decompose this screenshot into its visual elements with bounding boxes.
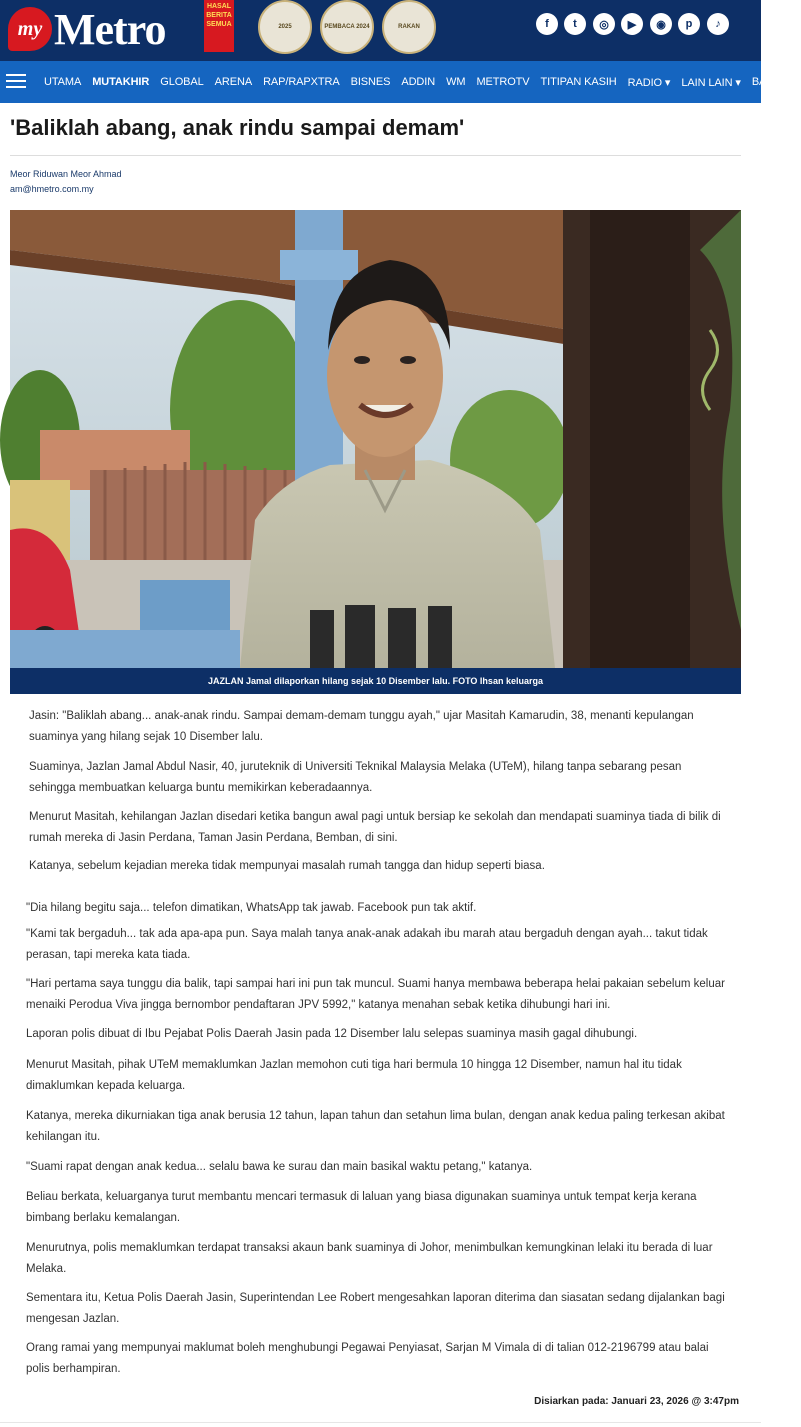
article-paragraph-14: Sementara itu, Ketua Polis Daerah Jasin, Superintendan Lee Robert mengesahkan laporan diterima dan siasatan sedang dijalankan bagi mengesan Jazlan. <box>26 1292 725 1325</box>
article-paragraph-4: Katanya, sebelum kejadian mereka tidak mempunyai masalah rumah tangga dan hidup seperti biasa. <box>29 860 545 872</box>
article-photo <box>10 210 741 668</box>
article-title: 'Baliklah abang, anak rindu sampai demam' <box>10 115 465 140</box>
article-paragraph-10: Katanya, mereka dikurniakan tiga anak berusia 12 tahun, lapan tahun dan setahun lima bulan, dengan anak kedua paling terkesan akibat kehilangan itu. <box>26 1110 725 1143</box>
footer-divider <box>0 1422 761 1423</box>
nav-item-arena[interactable]: ARENA <box>214 76 253 88</box>
nav-item-global[interactable]: GLOBAL <box>160 76 204 88</box>
article-paragraph-7: "Hari pertama saya tunggu dia balik, tapi sampai hari ini pun tak muncul. Suami hanya membawa beberapa helai pakaian sebelum keluar menaiki Perodua Viva jingga bernombor pendaftaran JPV 5992," katanya menahan sebak ketika dihubungi hari ini. <box>26 978 725 1011</box>
site-logo[interactable] <box>8 4 165 54</box>
article-paragraph-13: Menurutnya, polis memaklumkan terdapat transaksi akaun bank suaminya di Johor, menimbulkan kemungkinan lelaki itu berada di luar Melaka. <box>26 1242 713 1275</box>
logo-metro: Metro <box>54 4 166 54</box>
article-paragraph-5: "Dia hilang begitu saja... telefon dimatikan, WhatsApp tak jawab. Facebook pun tak aktif. <box>26 902 477 914</box>
nav-list <box>44 61 801 103</box>
twitter-icon[interactable]: t <box>564 13 586 35</box>
article-paragraph-3: Menurut Masitah, kehilangan Jazlan disedari ketika bangun awal pagi untuk bersiap ke sekolah dan mendapati suaminya tiada di bilik di rumah mereka di Jasin Perdana, Taman Jasin Perdana, Bemban, di sini. <box>29 811 721 844</box>
title-divider <box>10 155 741 156</box>
logo-flag: HASAL BERITA SEMUA <box>204 0 234 52</box>
award-badge-1: 2025 <box>258 0 312 54</box>
nav-item-lain-lain[interactable]: LAIN LAIN ▾ <box>681 76 741 89</box>
article-paragraph-12: Beliau berkata, keluarganya turut membantu mencari termasuk di laluan yang biasa digunakan suaminya untuk tempat kerja kerana bimbang berlaku kemalangan. <box>26 1191 697 1224</box>
tiktok-icon[interactable]: ♪ <box>707 13 729 35</box>
article-paragraph-11: "Suami rapat dengan anak kedua... selalu bawa ke surau dan main basikal waktu petang," katanya. <box>26 1161 533 1173</box>
nav-item-bisnes[interactable]: BISNES <box>350 76 391 88</box>
article-paragraph-2: Suaminya, Jazlan Jamal Abdul Nasir, 40, juruteknik di Universiti Teknikal Malaysia Melaka (UTeM), hilang tanpa sebarang pesan sehingga membuatkan keluarga buntu memikirkan keberadaannya. <box>29 761 682 794</box>
nav-item-metrotv[interactable]: METROTV <box>476 76 530 88</box>
article-paragraph-15: Orang ramai yang mempunyai maklumat boleh menghubungi Pegawai Penyiasat, Sarjan M Vimala di di talian 012-2196799 atau balai polis berhampiran. <box>26 1342 709 1375</box>
instagram-icon[interactable]: ◎ <box>593 13 615 35</box>
article-photo-illustration <box>10 210 741 668</box>
nav-item-rap[interactable]: RAP/RAPXTRA <box>263 76 340 88</box>
nav-item-banjir[interactable]: BANJIR <box>751 76 791 88</box>
menu-icon[interactable] <box>6 74 26 88</box>
article-author[interactable]: Meor Riduwan Meor Ahmad <box>10 169 122 179</box>
article-paragraph-9: Menurut Masitah, pihak UTeM memaklumkan Jazlan memohon cuti tiga hari bermula 10 hingga 12 Disember, namun hal itu tidak dimaklumkan kepada keluarga. <box>26 1059 682 1092</box>
award-badge-3: RAKAN <box>382 0 436 54</box>
nav-item-utama[interactable]: UTAMA <box>44 76 82 88</box>
pinterest-icon[interactable]: p <box>678 13 700 35</box>
nav-item-radio[interactable]: RADIO ▾ <box>627 76 671 89</box>
main-nav <box>0 61 791 103</box>
nav-item-addin[interactable]: ADDIN <box>401 76 436 88</box>
published-date: Disiarkan pada: Januari 23, 2026 @ 3:47pm <box>534 1396 739 1407</box>
article-paragraph-6: "Kami tak bergaduh... tak ada apa-apa pun. Saya malah tanya anak-anak adakah ibu marah atau bergaduh dengan ayah... takut tidak perasan, tapi mereka kata tiada. <box>26 928 708 961</box>
site-header <box>0 0 761 61</box>
article-paragraph-8: Laporan polis dibuat di Ibu Pejabat Polis Daerah Jasin pada 12 Disember lalu selepas suaminya masih gagal dihubungi. <box>26 1028 638 1040</box>
facebook-icon[interactable]: f <box>536 13 558 35</box>
nav-item-mutakhir[interactable]: MUTAKHIR <box>92 76 150 88</box>
youtube-icon[interactable]: ▶ <box>621 13 643 35</box>
award-badge-2: PEMBACA 2024 <box>320 0 374 54</box>
logo-my: my <box>8 7 52 51</box>
nav-item-wm[interactable]: WM <box>446 76 466 88</box>
photo-caption: JAZLAN Jamal dilaporkan hilang sejak 10 Disember lalu. FOTO Ihsan keluarga <box>10 668 741 694</box>
nav-item-titipan-kasih[interactable]: TITIPAN KASIH <box>540 76 617 88</box>
article-paragraph-1: Jasin: "Baliklah abang... anak-anak rindu. Sampai demam-demam tunggu ayah," ujar Masitah Kamarudin, 38, menanti kepulangan suaminya yang hilang sejak 10 Disember lalu. <box>29 710 694 743</box>
author-email[interactable]: am@hmetro.com.my <box>10 184 94 194</box>
rss-icon[interactable]: ◉ <box>650 13 672 35</box>
